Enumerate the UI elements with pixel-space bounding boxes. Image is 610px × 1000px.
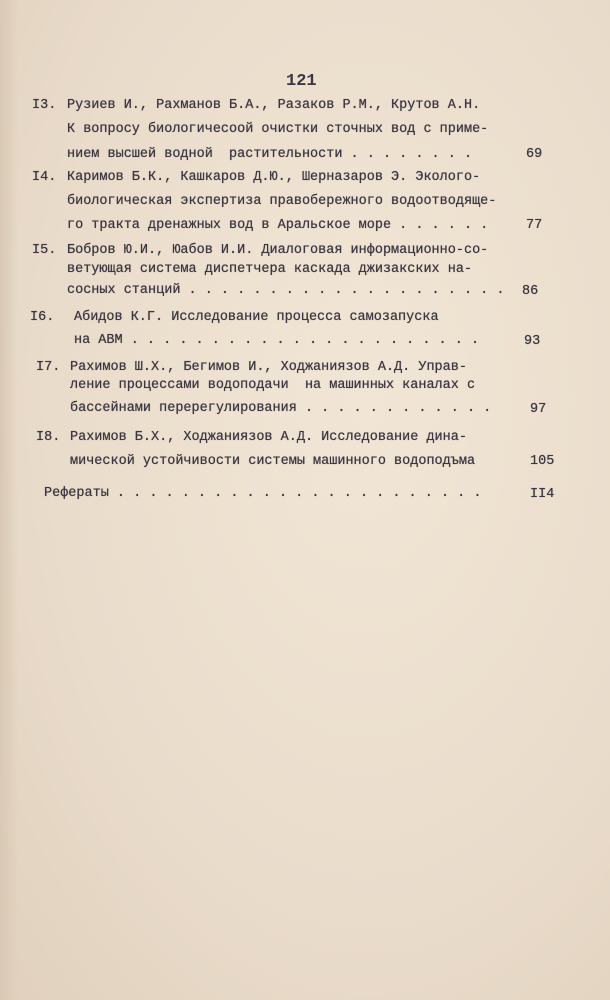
entry-line: Абидов К.Г. Исследование процесса самозапуска	[74, 310, 439, 325]
entry-page: 69	[526, 147, 543, 162]
entry-line: нием высшей водной растительности . . . . . . . .	[67, 147, 473, 162]
entry-number: I3.	[32, 98, 57, 113]
entry-line: ление процессами водоподачи на машинных каналах с	[70, 378, 476, 393]
entry-line: Рузиев И., Рахманов Б.А., Разаков Р.М., Крутов А.Н.	[67, 98, 481, 113]
abstracts-label: Рефераты . . . . . . . . . . . . . . . . . . . . . . .	[44, 486, 482, 501]
entry-line: Рахимов Б.Х., Ходжаниязов А.Д. Исследование дина-	[70, 430, 467, 445]
entry-line: Бобров Ю.И., Юабов И.И. Диалоговая информационно-со-	[67, 243, 489, 258]
abstracts-page: II4	[530, 487, 555, 502]
entry-number: I8.	[36, 430, 61, 445]
entry-line: бассейнами перерегулирования . . . . . . . . . . . .	[70, 401, 492, 416]
entry-page: 77	[526, 218, 543, 233]
entry-line: го тракта дренажных вод в Аральское море . . . . . .	[67, 218, 489, 233]
entry-page: 86	[522, 284, 539, 299]
entry-number: I5.	[32, 243, 57, 258]
entry-number: I6.	[30, 310, 55, 325]
entry-page: 93	[524, 334, 541, 349]
entry-line: биологическая экспертиза правобережного водоотводяще-	[67, 194, 497, 209]
entry-page: 105	[530, 454, 555, 469]
entry-line: К вопросу биологичесоой очистки сточных вод с приме-	[67, 122, 489, 137]
entry-line: на АВМ . . . . . . . . . . . . . . . . . . . . . .	[74, 333, 480, 348]
page-number: 121	[286, 72, 317, 91]
entry-line: ветующая система диспетчера каскада джизакских на-	[67, 262, 473, 277]
entry-line: мической устойчивости системы машинного водоподъма	[70, 454, 476, 469]
entry-line: Каримов Б.К., Кашкаров Д.Ю., Шерназаров Э. Эколого-	[67, 170, 481, 185]
page-spine-shadow	[0, 0, 18, 1000]
entry-number: I4.	[32, 170, 57, 185]
entry-page: 97	[530, 402, 547, 417]
entry-line: сосных станций . . . . . . . . . . . . . . . . . . . .	[67, 283, 505, 298]
entry-line: Рахимов Ш.Х., Бегимов И., Ходжаниязов А.Д. Управ-	[70, 360, 467, 375]
entry-number: I7.	[36, 360, 61, 375]
